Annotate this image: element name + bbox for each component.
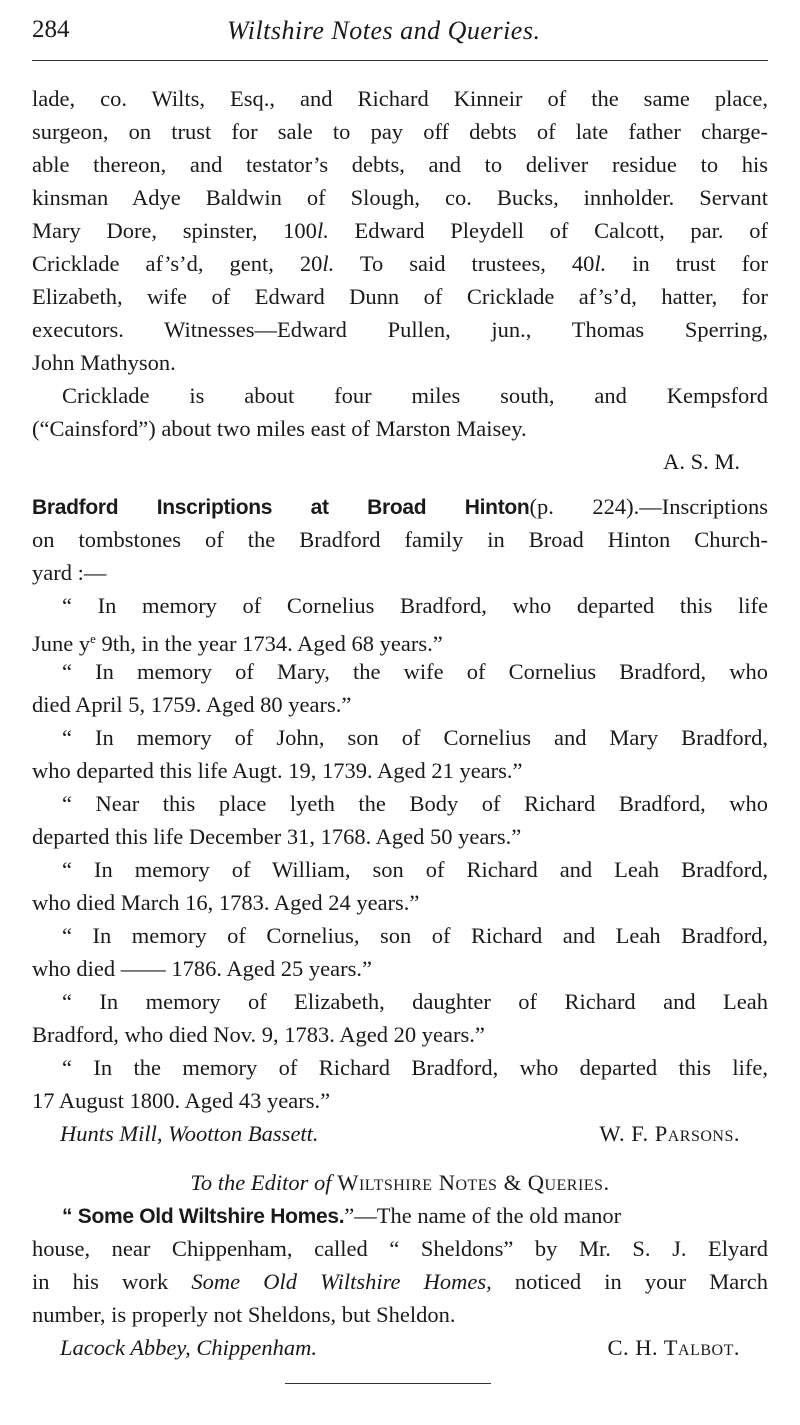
text-run: To said trustees, 40 (334, 251, 595, 276)
text-line (32, 313, 768, 346)
text-line (32, 346, 768, 379)
italic-text: l. (594, 251, 607, 276)
small-caps-text: Wiltshire Notes & Queries. (331, 1170, 610, 1195)
text-run: who departed this life Augt. 19, 1739. Aged 21 years.” (32, 758, 523, 783)
text-line (32, 754, 768, 787)
text-run: “ In memory of Elizabeth, daughter of Richard and Leah (62, 989, 768, 1014)
text-run: kinsman Adye Baldwin of Slough, co. Bucks, innholder. Servant (32, 185, 768, 210)
text-line (32, 985, 768, 1018)
text-line (32, 214, 768, 247)
text-run: Cricklade is about four miles south, and Kempsford (62, 383, 768, 408)
text-line (32, 1018, 768, 1051)
text-line (32, 280, 768, 313)
text-run: 9th, in the year 1734. Aged 68 years.” (95, 631, 443, 656)
text-line (32, 1199, 768, 1232)
text-line (32, 115, 768, 148)
italic-text: Lacock Abbey, Chippenham. (60, 1335, 318, 1360)
paragraph-gap (32, 1150, 768, 1166)
text-line (32, 787, 768, 820)
small-caps-text: C. H. Talbot. (607, 1335, 740, 1360)
text-run: “ In memory of Mary, the wife of Cornelius Bradford, who (62, 659, 768, 684)
text-run: “ In memory of William, son of Richard and Leah Bradford, (62, 857, 768, 882)
text-line (32, 952, 768, 985)
text-line (32, 412, 768, 445)
text-line (32, 853, 768, 886)
text-run: “ Near this place lyeth the Body of Richard Bradford, who (62, 791, 768, 816)
end-rule (285, 1383, 491, 1384)
text-run: (“Cainsford”) about two miles east of Marston Maisey. (32, 416, 527, 441)
italic-text: l. (316, 218, 329, 243)
bold-heading: “ Some Old Wiltshire Homes. (62, 1205, 345, 1228)
running-title: Wiltshire Notes and Queries. (227, 16, 541, 45)
text-run: surgeon, on trust for sale to pay off debts of late father charge- (32, 119, 768, 144)
text-run: John Mathyson. (32, 350, 176, 375)
text-line (32, 1084, 768, 1117)
text-run: “ In memory of John, son of Cornelius and Mary Bradford, (62, 725, 768, 750)
paragraph-gap (32, 478, 768, 490)
text-line (32, 622, 768, 655)
text-run: Bradford, who died Nov. 9, 1783. Aged 20 years.” (32, 1022, 485, 1047)
text-run: able thereon, and testator’s debts, and to deliver residue to his (32, 152, 768, 177)
text-run: (p. 224).—Inscriptions (529, 494, 768, 519)
text-run: “ In memory of Cornelius, son of Richard and Leah Bradford, (62, 923, 768, 948)
text-run: noticed in your March (491, 1269, 768, 1294)
text-line (32, 886, 768, 919)
text-run: departed this life December 31, 1768. Aged 50 years.” (32, 824, 522, 849)
text-run: 17 August 1800. Aged 43 years.” (32, 1088, 331, 1113)
text-line (32, 82, 768, 115)
text-line (32, 1298, 768, 1331)
text-line (32, 919, 768, 952)
text-line (32, 589, 768, 622)
text-run: Elizabeth, wife of Edward Dunn of Cricklade af’s’d, hatter, for (32, 284, 768, 309)
text-run: who died —— 1786. Aged 25 years.” (32, 956, 372, 981)
text-line (32, 1166, 768, 1199)
text-line (32, 655, 768, 688)
text-line (32, 445, 768, 478)
text-line (32, 523, 768, 556)
text-run: who died March 16, 1783. Aged 24 years.” (32, 890, 420, 915)
text-run: lade, co. Wilts, Esq., and Richard Kinneir of the same place, (32, 86, 768, 111)
text-run: house, near Chippenham, called “ Sheldons” by Mr. S. J. Elyard (32, 1236, 768, 1261)
text-run: executors. Witnesses—Edward Pullen, jun., Thomas Sperring, (32, 317, 768, 342)
italic-text: Some Old Wiltshire Homes, (191, 1269, 492, 1294)
signature-line (32, 1117, 768, 1150)
text-run: June y (32, 631, 91, 656)
text-run: number, is properly not Sheldons, but Sheldon. (32, 1302, 456, 1327)
text-run: ”—The name of the old manor (344, 1203, 622, 1228)
text-line (32, 181, 768, 214)
text-line (32, 379, 768, 412)
text-run: “ In the memory of Richard Bradford, who departed this life, (62, 1055, 768, 1080)
text-run: Cricklade af’s’d, gent, 20 (32, 251, 323, 276)
signature-line (32, 1331, 768, 1364)
text-line (32, 688, 768, 721)
text-run: Edward Pleydell of Calcott, par. of (328, 218, 768, 243)
text-run: died April 5, 1759. Aged 80 years.” (32, 692, 352, 717)
running-header (32, 14, 768, 54)
header-rule (32, 60, 768, 61)
page-number: 284 (32, 16, 70, 43)
small-caps-text: W. F. Parsons. (599, 1121, 740, 1146)
text-run: Mary Dore, spinster, 100 (32, 218, 317, 243)
text-run: in his work (32, 1269, 192, 1294)
text-run: “ In memory of Cornelius Bradford, who departed this life (62, 593, 768, 618)
text-run: on tombstones of the Bradford family in Broad Hinton Church- (32, 527, 768, 552)
body-text (32, 82, 768, 1364)
text-line (32, 247, 768, 280)
text-run: in trust for (606, 251, 768, 276)
text-line (32, 148, 768, 181)
text-run: yard :— (32, 560, 107, 585)
text-line (32, 1265, 768, 1298)
italic-text: l. (322, 251, 335, 276)
text-run: A. S. M. (663, 449, 740, 474)
italic-text: Hunts Mill, Wootton Bassett. (60, 1121, 319, 1146)
text-line (32, 1232, 768, 1265)
superscript: e (90, 631, 96, 646)
text-line (32, 820, 768, 853)
text-line (32, 1051, 768, 1084)
italic-text: To the Editor of (190, 1170, 332, 1195)
text-line (32, 490, 768, 523)
bold-heading: Bradford Inscriptions at Broad Hinton (32, 496, 530, 519)
text-line (32, 556, 768, 589)
text-line (32, 721, 768, 754)
